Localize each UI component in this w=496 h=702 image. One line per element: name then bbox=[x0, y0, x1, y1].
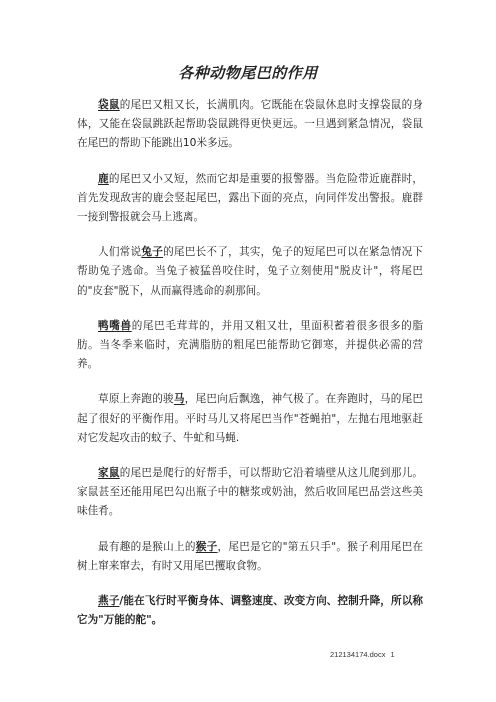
keyword: 鹿 bbox=[98, 172, 109, 185]
keyword: 燕子 bbox=[98, 595, 120, 608]
paragraph-text: ，尾巴向后飘逸，神气极了。在奔跑时，马的尾巴起了很好的平衡作用。平时马儿又将尾巴当作"苍蝇拍"，左抛右甩地驱赶对它发起攻击的蚊子、牛虻和马蝇. bbox=[77, 393, 423, 444]
paragraph-text: 的尾巴又小又短，然而它却是重要的报警器。当危险带近鹿群时，首先发现敌害的鹿会竖起尾巴，露出下面的亮点，向同伴发出警报。鹿群一接到警报就会马上逃离。 bbox=[77, 172, 423, 224]
paragraph-text: 的尾巴是爬行的好帮手，可以帮助它沿着墙壁从这儿爬到那儿。家鼠甚至还能用尾巴勾出瓶子中的糖浆或奶油，然后收回尾巴品尝这些美味佳肴。 bbox=[77, 467, 424, 518]
document-title: 各种动物尾巴的作用 bbox=[178, 64, 318, 82]
paragraph-text: 的尾巴又粗又长，长满肌肉。它既能在袋鼠休息时支撑袋鼠的身体，又能在袋鼠跳跃起帮助袋鼠跳得更快更远。一旦遇到紧急情况，袋鼠在尾巴的帮助下能跳出10米多远。 bbox=[77, 99, 424, 150]
keyword: 家鼠 bbox=[98, 467, 120, 480]
footer-filename: 212134174.docx bbox=[330, 650, 386, 659]
paragraph-text: /能在飞行时平衡身体、调整速度、改变方向、控制升降，所以称它为"万能的舵"。 bbox=[77, 595, 424, 627]
paragraph-mouse bbox=[77, 464, 423, 522]
footer-page-number: 1 bbox=[390, 650, 395, 659]
paragraph-swallow bbox=[77, 592, 423, 630]
paragraph-text: 的尾巴毛茸茸的，并用又粗又壮，里面积蓄着很多很多的脂肪。当冬季来临时，充满脂肪的粗尾巴能帮助它御寒，并提供必需的营养。 bbox=[77, 319, 423, 371]
keyword: 猴子 bbox=[195, 540, 218, 553]
paragraph-rabbit bbox=[77, 243, 423, 301]
paragraph-kangaroo bbox=[77, 96, 423, 154]
paragraph-prefix: 草原上奔跑的骏 bbox=[98, 393, 174, 406]
paragraph-text: 的尾巴长不了，其实，兔子的短尾巴可以在紧急情况下帮助兔子逃命。当兔子被猛兽咬住时，兔子立刻使用"脱皮计"，将尾巴的"皮套"脱下，从而赢得逃命的刹那间。 bbox=[77, 246, 424, 297]
document-body bbox=[77, 96, 423, 646]
keyword: 鸭嘴兽 bbox=[98, 319, 132, 332]
keyword: 兔子 bbox=[141, 246, 164, 259]
keyword: 袋鼠 bbox=[98, 99, 120, 111]
paragraph-text: ，尾巴是它的"第五只手"。猴子利用尾巴在树上窜来窜去，有时又用尾巴攫取食物。 bbox=[77, 540, 424, 572]
paragraph-monkey bbox=[77, 538, 423, 576]
paragraph-prefix: 人们常说 bbox=[98, 246, 142, 259]
keyword: 马 bbox=[173, 393, 185, 406]
paragraph-deer bbox=[77, 170, 423, 228]
paragraph-horse bbox=[77, 390, 423, 448]
page-footer bbox=[330, 650, 395, 659]
paragraph-platypus bbox=[77, 317, 423, 375]
paragraph-prefix: 最有趣的是猴山上的 bbox=[98, 540, 196, 553]
